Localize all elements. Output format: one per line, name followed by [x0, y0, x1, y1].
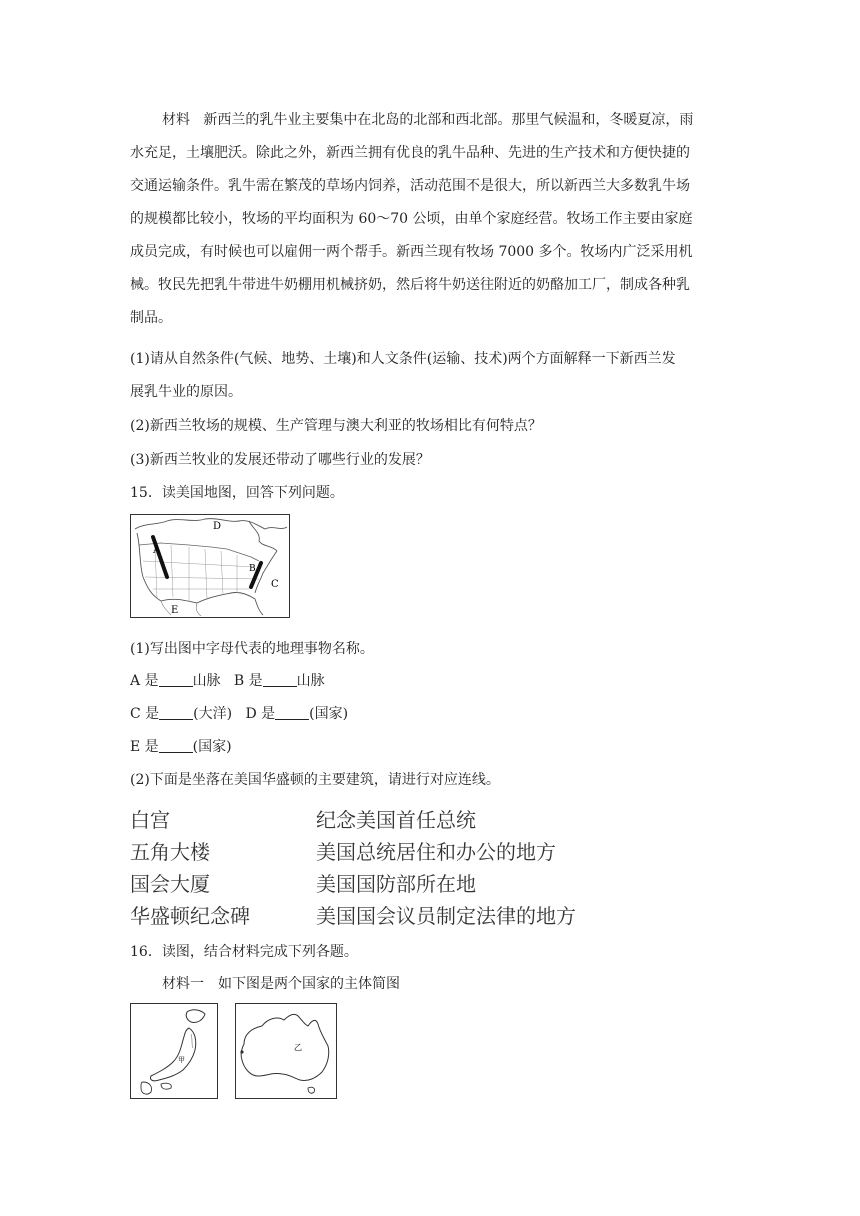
q16-title: 16．读图，结合材料完成下列各题。 — [130, 944, 358, 960]
q15-row-a-b: A 是 山脉 B 是 山脉 — [130, 673, 325, 689]
function-president-residence[interactable]: 美国总统居住和办公的地方 — [316, 840, 556, 864]
q14-sub1-line1: (1)请从自然条件(气候、地势、土壤)和人文条件(运输、技术)两个方面解释一下新西兰发 — [130, 351, 676, 367]
q15-row-c-d: C 是 (大洋) D 是 (国家) — [130, 706, 349, 722]
material-label: 材料 — [162, 112, 190, 128]
function-defense-department[interactable]: 美国国防部所在地 — [316, 872, 476, 896]
answer-blank[interactable] — [159, 738, 193, 753]
australia-map — [235, 1003, 337, 1099]
answer-blank[interactable] — [159, 672, 193, 687]
building-capitol[interactable]: 国会大厦 — [130, 872, 210, 896]
q15-title: 15．读美国地图，回答下列问题。 — [130, 485, 344, 501]
material-line: 成员完成，有时候也可以雇佣一两个帮手。新西兰现有牧场 7000 多个。牧场内广泛采用机 — [130, 244, 693, 260]
function-congress-legislation[interactable]: 美国国会议员制定法律的地方 — [316, 904, 576, 928]
building-white-house[interactable]: 白宫 — [130, 808, 170, 832]
q14-sub2: (2)新西兰牧场的规模、生产管理与澳大利亚的牧场相比有何特点？ — [130, 418, 542, 434]
q15-sub2: (2)下面是坐落在美国华盛顿的主要建筑，请进行对应连线。 — [130, 772, 500, 788]
material-line: 新西兰的乳牛业主要集中在北岛的北部和西北部。那里气候温和，冬暖夏凉，雨 — [203, 112, 694, 128]
q15-sub1: (1)写出图中字母代表的地理事物名称。 — [130, 641, 374, 657]
map-label-yi: 乙 — [294, 1043, 302, 1052]
japan-map-drawing — [131, 1004, 217, 1098]
material-line: 交通运输条件。乳牛需在繁茂的草场内饲养，活动范围不是很大，所以新西兰大多数乳牛场 — [130, 178, 690, 194]
map-label-b: B — [249, 564, 256, 574]
usa-map — [130, 514, 290, 618]
building-pentagon[interactable]: 五角大楼 — [130, 840, 210, 864]
function-first-president[interactable]: 纪念美国首任总统 — [316, 808, 476, 832]
material-line: 械。牧民先把乳牛带进牛奶棚用机械挤奶，然后将牛奶送往附近的奶酪加工厂，制成各种乳 — [130, 277, 690, 293]
japan-map — [130, 1003, 218, 1099]
q16-material1: 材料一 如下图是两个国家的主体简图 — [162, 976, 400, 992]
map-label-e: E — [171, 605, 179, 616]
material-line: 水充足，土壤肥沃。除此之外，新西兰拥有优良的乳牛品种、先进的生产技术和方便快捷的 — [130, 145, 690, 161]
answer-blank[interactable] — [275, 705, 309, 720]
australia-map-drawing — [236, 1004, 336, 1098]
answer-blank[interactable] — [263, 672, 297, 687]
map-label-d: D — [213, 521, 222, 532]
material-line: 的规模都比较小，牧场的平均面积为 60～70 公顷，由单个家庭经营。牧场工作主要由家庭 — [130, 211, 693, 227]
q14-sub3: (3)新西兰牧业的发展还带动了哪些行业的发展？ — [130, 452, 430, 468]
map-label-a: A — [153, 545, 161, 556]
usa-map-drawing — [131, 515, 289, 617]
map-label-jia: 甲 — [178, 1056, 185, 1064]
material-line: 制品。 — [130, 310, 172, 326]
map-label-c: C — [271, 579, 279, 590]
answer-blank[interactable] — [159, 705, 193, 720]
q15-row-e: E 是 (国家) — [130, 739, 232, 755]
building-washington-monument[interactable]: 华盛顿纪念碑 — [130, 904, 250, 928]
q14-sub1-line2: 展乳牛业的原因。 — [130, 384, 242, 400]
material-paragraph — [130, 104, 720, 335]
